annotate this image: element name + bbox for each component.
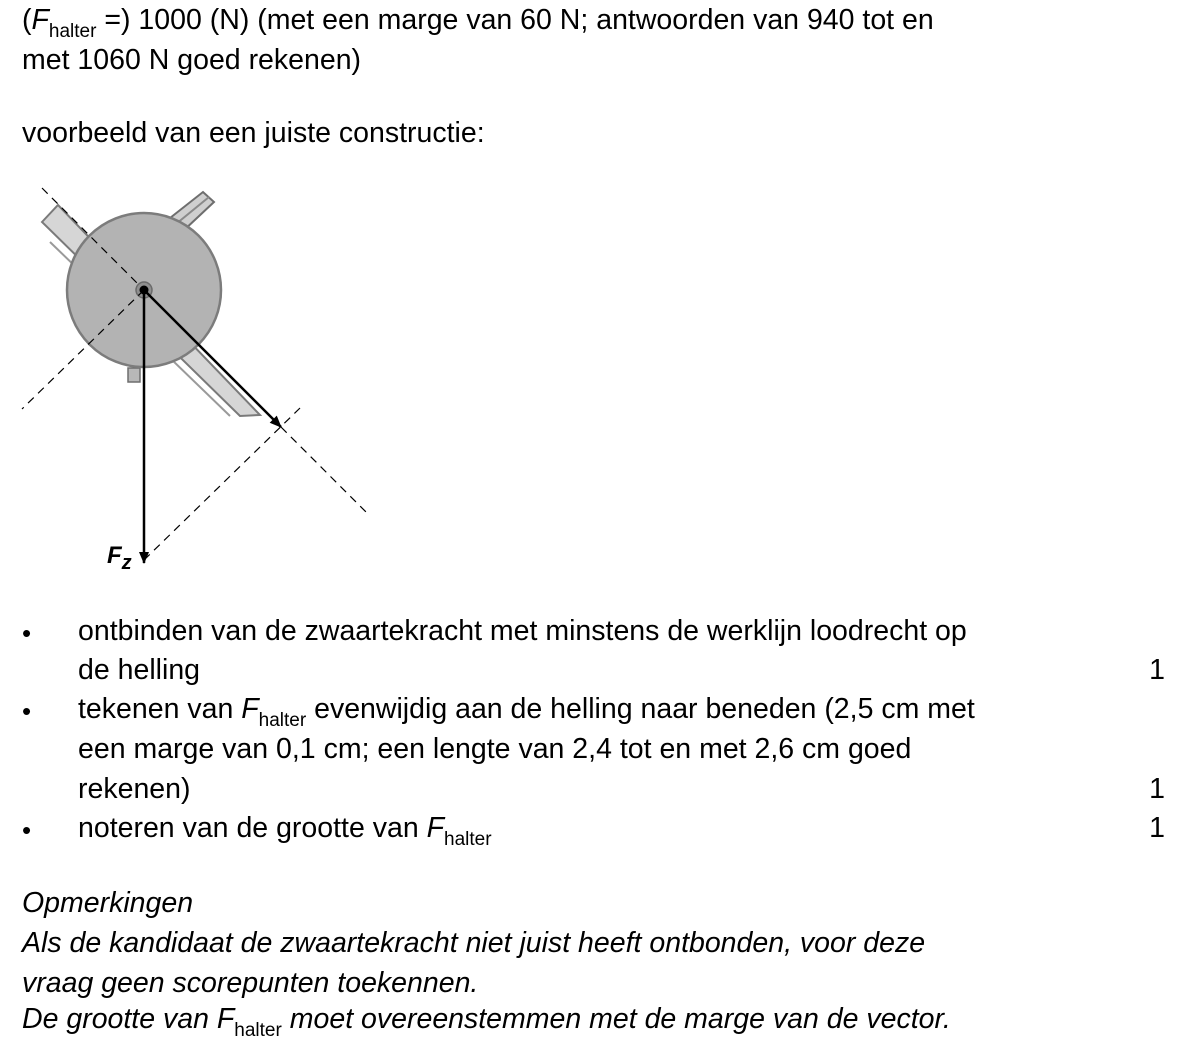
criterion-2-score: 1 — [1149, 773, 1165, 805]
criterion-2-bullet: • — [22, 696, 32, 726]
criterion-1-bullet: • — [22, 618, 32, 648]
criterion-3-f-symbol: F — [426, 812, 445, 844]
answer-open-paren: ( — [22, 4, 32, 36]
criterion-1-line-1: ontbinden van de zwaartekracht met minstens de werklijn loodrecht op — [78, 615, 967, 647]
answer-line-1 — [22, 4, 934, 42]
remarks-line-1: Als de kandidaat de zwaartekracht niet juist heeft ontbonden, voor deze — [22, 927, 926, 959]
answer-f-symbol: F — [31, 4, 49, 36]
criterion-2-line1-pre: tekenen van — [78, 693, 242, 725]
criterion-3-score: 1 — [1149, 812, 1165, 844]
criterion-2-line1-post: evenwijdig aan de helling naar beneden (2,5 cm met — [306, 693, 975, 725]
construction-figure — [0, 175, 400, 585]
remarks-line3-post: moet overeenstemmen met de marge van de vector. — [281, 1003, 951, 1035]
answer-line-2: met 1060 N goed rekenen) — [22, 44, 362, 76]
example-heading: voorbeeld van een juiste constructie: — [22, 117, 485, 149]
fz-label — [107, 542, 132, 574]
criterion-1-score: 1 — [1149, 654, 1165, 686]
fz-label-main: F — [107, 542, 122, 569]
criterion-2-line-2: een marge van 0,1 cm; een lengte van 2,4 tot en met 2,6 cm goed — [78, 733, 912, 765]
criterion-3-line-1 — [78, 812, 492, 850]
criterion-3-bullet: • — [22, 815, 32, 845]
criterion-2-f-symbol: F — [241, 693, 259, 725]
criterion-1-line-2: de helling — [78, 654, 201, 686]
remarks-f-subscript: halter — [234, 1020, 282, 1041]
remarks-f-symbol: F — [216, 1003, 235, 1035]
criterion-2-line-1 — [78, 693, 975, 731]
remarks-line-3 — [22, 1003, 951, 1041]
dumbbell-tab — [128, 368, 140, 382]
remarks-line-2: vraag geen scorepunten toekennen. — [22, 967, 479, 999]
criterion-3-line1-pre: noteren van de grootte van — [78, 812, 427, 844]
remarks-line3-pre: De grootte van — [22, 1003, 217, 1035]
answer-line1-rest: =) 1000 (N) (met een marge van 60 N; antwoorden van 940 tot en — [96, 4, 934, 36]
criterion-3-f-subscript: halter — [444, 829, 492, 850]
criterion-2-line-3: rekenen) — [78, 773, 191, 805]
criterion-2-f-subscript: halter — [258, 710, 307, 731]
fz-label-sub: z — [121, 552, 132, 574]
answer-f-subscript: halter — [48, 21, 97, 42]
remarks-heading: Opmerkingen — [22, 887, 194, 919]
